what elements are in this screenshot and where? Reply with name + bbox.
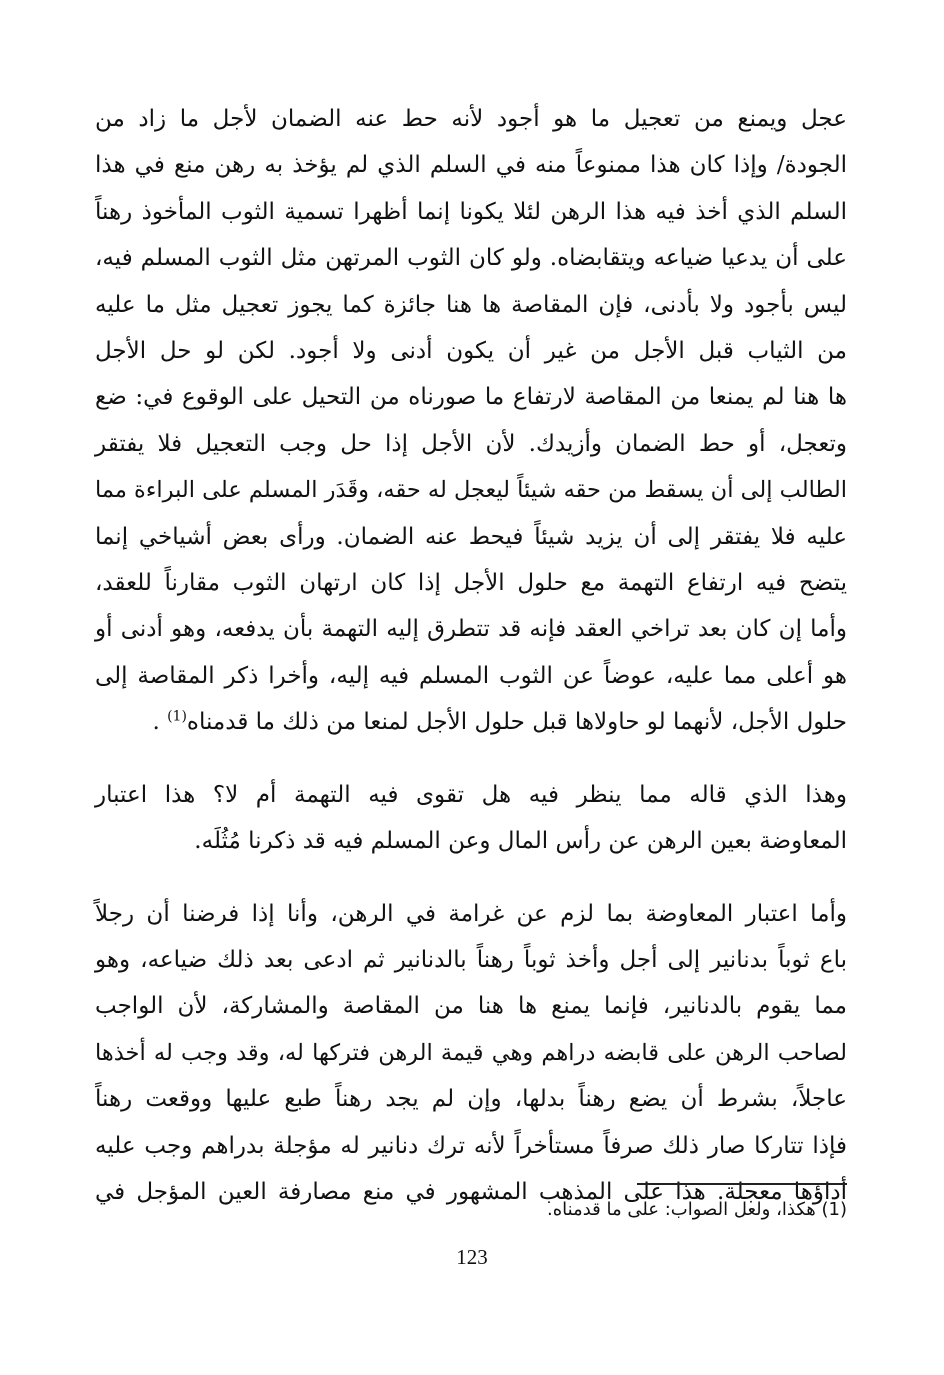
text-line: وأما اعتبار المعاوضة بما لزم عن غرامة في الرهن، وأنا إذا فرضنا أن رجلاً [95, 900, 847, 927]
text-line: عاجلاً، بشرط أن يضع رهناً بدلها، وإن لم يجد رهناً طبع عليها ووقعت رهناً [95, 1086, 847, 1113]
footnote-divider [637, 1183, 847, 1185]
text-line: ليس بأجود ولا بأدنى، فإن المقاصة ها هنا جائزة كما يجوز تعجيل مثل ما عليه [95, 291, 847, 318]
text-line: وهذا الذي قاله مما ينظر فيه هل تقوى فيه التهمة أم لا؟ هذا اعتبار [95, 781, 847, 808]
text-line: باع ثوباً بدنانير إلى أجل وأخذ ثوباً رهناً بالدنانير ثم ادعى بعد ذلك ضياعه، وهو [95, 946, 847, 973]
page-number: 123 [456, 1245, 488, 1269]
text-line: عليه فلا يفتقر إلى أن يزيد شيئاً فيحط عنه الضمان. ورأى بعض أشياخي إنما [95, 523, 847, 550]
text-line: وأما إن كان بعد تراخي العقد فإنه قد تتطرق إليه التهمة بأن يدفعه، وهو أدنى أو [95, 616, 847, 643]
text-line: يتضح فيه ارتفاع التهمة مع حلول الأجل إذا كان ارتهان الثوب مقارناً للعقد، [95, 570, 847, 597]
paragraph-3 [95, 891, 847, 1216]
text-line: السلم الذي أخذ فيه هذا الرهن لئلا يكونا إنما أظهرا تسمية الثوب المأخوذ رهناً [95, 198, 847, 225]
text-line: عجل ويمنع من تعجيل ما هو أجود لأنه حط عنه الضمان لأجل ما زاد من [95, 106, 847, 132]
sentence-end: . [152, 709, 160, 736]
text-line: مما يقوم بالدنانير، فإنما يمنع ها هنا من المقاصة والمشاركة، لأن الواجب [95, 993, 847, 1020]
footnote-marker[interactable]: (1) [167, 708, 187, 725]
paragraph-2 [95, 772, 847, 865]
text-line: هو أعلى مما عليه، عوضاً عن الثوب المسلم فيه إليه، وأخرا ذكر المقاصة إلى [95, 662, 847, 689]
text-line: الجودة/ وإذا كان هذا ممنوعاً منه في السلم الذي لم يؤخذ به رهن منع في هذا [95, 152, 847, 179]
footnote: (1) هكذا، ولعل الصواب: على ما قدمناه. [546, 1199, 847, 1220]
text-line: على أن يدعيا ضياعه ويتقابضاه. ولو كان الثوب المرتهن مثل الثوب المسلم فيه، [95, 245, 847, 272]
text-line-with-footnote [95, 699, 847, 745]
text-line: وتعجل، أو حط الضمان وأزيدك. لأن الأجل إذا حل وجب التعجيل فلا يفتقر [95, 430, 847, 457]
text-line: أداؤها معجلة. هذا على المذهب المشهور في منع مصارفة العين المؤجل في [95, 1178, 847, 1205]
page-body [95, 96, 847, 1215]
text-line: من الثياب قبل الأجل من غير أن يكون أدنى ولا أجود. لكن لو حل الأجل [95, 338, 847, 365]
paragraph-1 [95, 96, 847, 746]
text-line: حلول الأجل، لأنهما لو حاولاها قبل حلول الأجل لمنعا من ذلك ما قدمناه [186, 709, 847, 736]
text-line: لصاحب الرهن على قابضه دراهم وهي قيمة الرهن فتركها له، وقد وجب له أخذها [95, 1039, 847, 1066]
text-line: المعاوضة بعين الرهن عن رأس المال وعن المسلم فيه قد ذكرنا مُثُلَه. [194, 828, 847, 855]
text-line: فإذا تتاركا صار ذلك صرفاً مستأخراً لأنه ترك دنانير له مؤجلة بدراهم وجب عليه [95, 1132, 847, 1159]
text-line: ها هنا لم يمنعا من المقاصة لارتفاع ما صورناه من التحيل على الوقوع في: ضع [95, 384, 847, 411]
text-line: الطالب إلى أن يسقط من حقه شيئاً ليعجل له حقه، وقَدَر المسلم على البراءة مما [94, 477, 847, 504]
